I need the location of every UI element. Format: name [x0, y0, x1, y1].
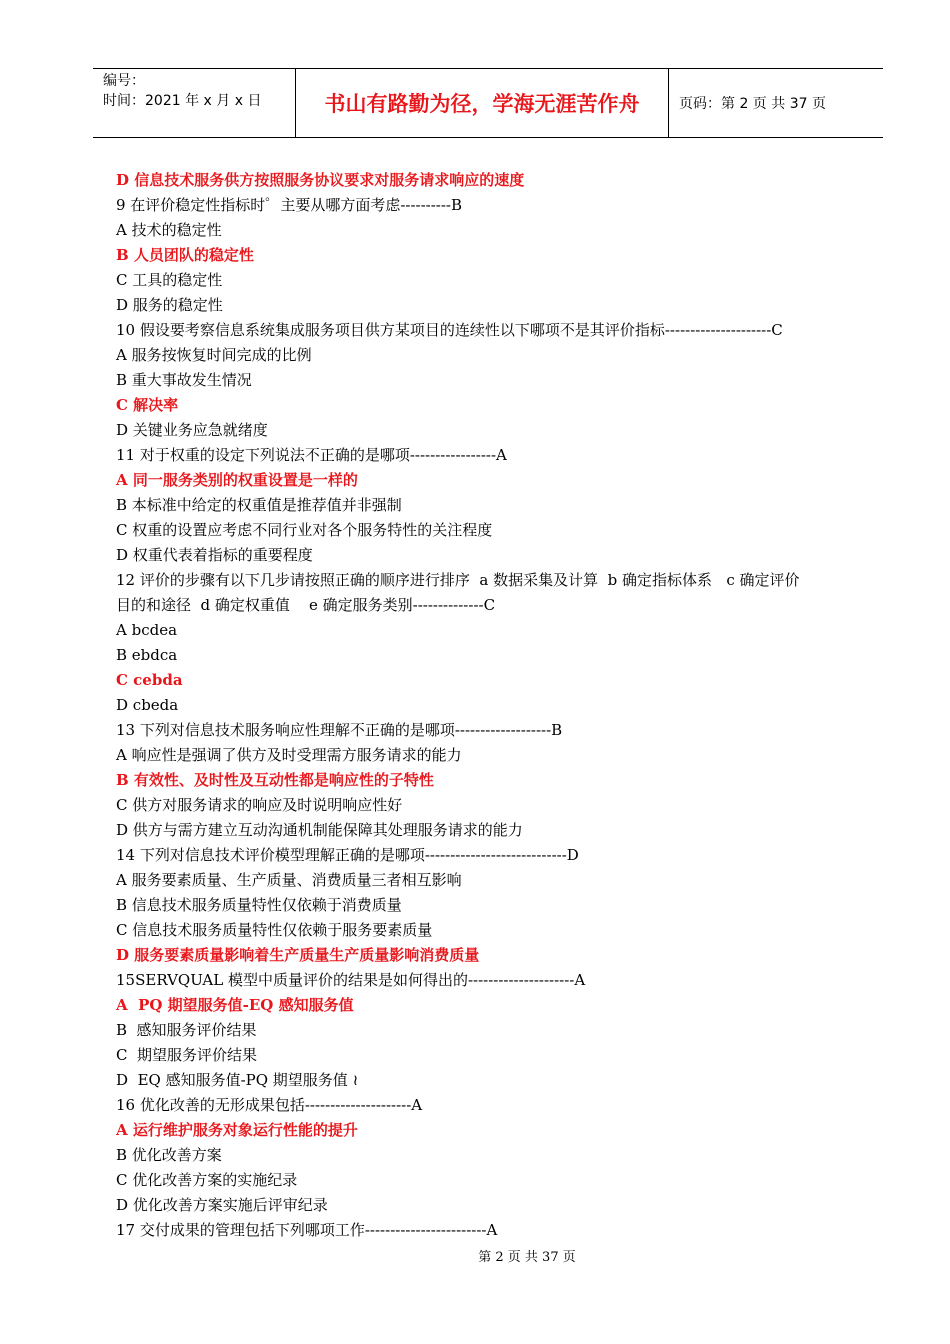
answer-line: A 运行维护服务对象运行性能的提升: [116, 1121, 358, 1139]
text-line: D 优化改善方案实施后评审纪录: [116, 1196, 328, 1214]
text-line: D EQ 感知服务值-PQ 期望服务值 ≀: [116, 1071, 359, 1089]
text-line: 10 假设要考察信息系统集成服务项目供方某项目的连续性以下哪项不是其评价指标---------------------C: [116, 321, 783, 339]
text-line: B 感知服务评价结果: [116, 1021, 257, 1039]
text-line: D 供方与需方建立互动沟通机制能保障其处理服务请求的能力: [116, 821, 523, 839]
text-line: C 期望服务评价结果: [116, 1046, 258, 1064]
text-line: B 优化改善方案: [116, 1146, 222, 1164]
page-header: [93, 68, 883, 138]
text-line: A 服务要素质量、生产质量、消费质量三者相互影响: [116, 871, 462, 889]
text-line: C 权重的设置应考虑不同行业对各个服务特性的关注程度: [116, 521, 493, 539]
text-line: 16 优化改善的无形成果包括---------------------A: [116, 1096, 423, 1114]
text-line: D 关键业务应急就绪度: [116, 421, 268, 439]
answer-line: A 同一服务类别的权重设置是一样的: [116, 471, 358, 489]
text-line: B 本标准中给定的权重值是推荐值并非强制: [116, 496, 402, 514]
page-footer: 第 2 页 共 37 页: [478, 1250, 576, 1265]
answer-line: C 解决率: [116, 396, 179, 414]
answer-line: B 有效性、及时性及互动性都是响应性的子特性: [116, 771, 434, 789]
document-number-label: 编号：: [103, 73, 145, 89]
text-line: A bcdea: [116, 621, 178, 639]
answer-line: D 信息技术服务供方按照服务协议要求对服务请求响应的速度: [116, 171, 525, 189]
text-line: 9 在评价稳定性指标时゜主要从哪方面考虑----------B: [116, 196, 463, 214]
header-page-number: 页码：第 2 页 共 37 页: [679, 96, 826, 112]
text-line: C 优化改善方案的实施纪录: [116, 1171, 298, 1189]
answer-line: D 服务要素质量影响着生产质量生产质量影响消费质量: [116, 946, 480, 964]
answer-line: B 人员团队的稳定性: [116, 246, 254, 264]
text-line: A 服务按恢复时间完成的比例: [116, 346, 312, 364]
answer-line: C cebda: [116, 671, 183, 689]
header-motto: 书山有路勤为径，学海无涯苦作舟: [295, 69, 669, 137]
text-line: 14 下列对信息技术评价模型理解正确的是哪项----------------------------D: [116, 846, 579, 864]
text-line: B ebdca: [116, 646, 178, 664]
text-line: D 权重代表着指标的重要程度: [116, 546, 313, 564]
document-time-label: 时间：2021 年 x 月 x 日: [103, 93, 262, 109]
text-line: C 供方对服务请求的响应及时说明响应性好: [116, 796, 403, 814]
text-line: 15SERVQUAL 模型中质量评价的结果是如何得出的---------------------A: [116, 971, 586, 989]
text-line: B 重大事故发生情况: [116, 371, 252, 389]
text-line: D 服务的稳定性: [116, 296, 223, 314]
text-line: 11 对于权重的设定下列说法不正确的是哪项-----------------A: [116, 446, 507, 464]
text-line: 目的和途径 d 确定权重值 e 确定服务类别--------------C: [116, 596, 496, 614]
text-line: B 信息技术服务质量特性仅依赖于消费质量: [116, 896, 402, 914]
text-line: 17 交付成果的管理包括下列哪项工作------------------------A: [116, 1221, 498, 1239]
text-line: A 响应性是强调了供方及时受理需方服务请求的能力: [116, 746, 462, 764]
text-line: 12 评价的步骤有以下几步请按照正确的顺序进行排序 a 数据采集及计算 b 确定指标体系 c 确定评价: [116, 571, 800, 589]
text-line: A 技术的稳定性: [116, 221, 222, 239]
text-line: C 信息技术服务质量特性仅依赖于服务要素质量: [116, 921, 433, 939]
document-body: [116, 168, 866, 1243]
text-line: D cbeda: [116, 696, 179, 714]
answer-line: A PQ 期望服务值-EQ 感知服务值: [116, 996, 354, 1014]
text-line: C 工具的稳定性: [116, 271, 223, 289]
header-meta: [93, 69, 295, 137]
text-line: 13 下列对信息技术服务响应性理解不正确的是哪项-------------------B: [116, 721, 563, 739]
